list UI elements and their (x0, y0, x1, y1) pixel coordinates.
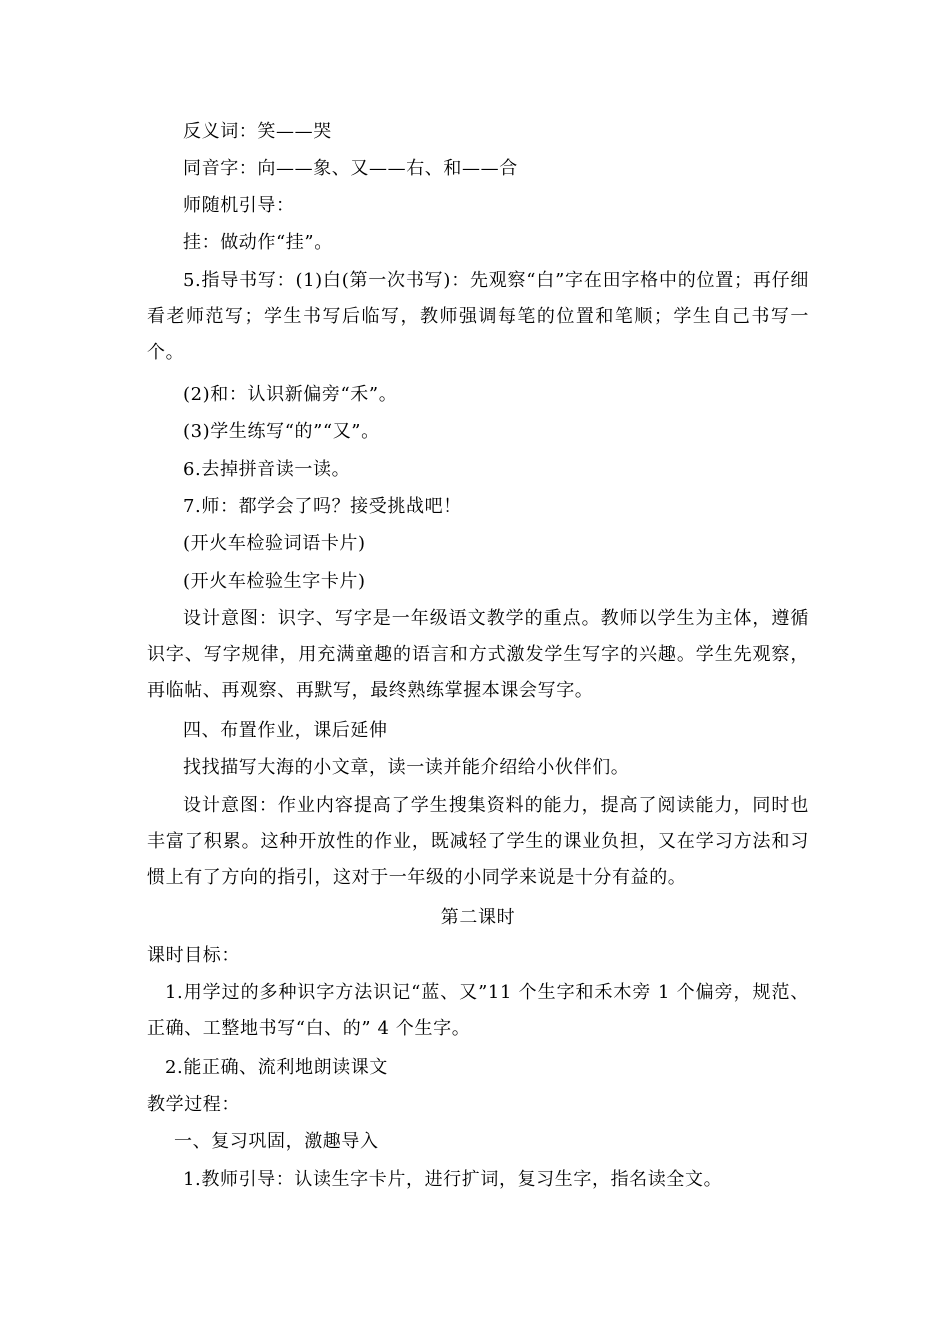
read-without-pinyin-line: 6.去掉拼音读一读。 (183, 459, 351, 480)
hang-action-line: 挂：做动作“挂”。 (183, 232, 333, 253)
second-lesson-title: 第二课时 (440, 907, 516, 928)
teaching-process-heading: 教学过程： (147, 1094, 240, 1115)
lesson-goals-heading: 课时目标： (147, 945, 240, 966)
teacher-guide-review-line: 1.教师引导：认读生字卡片，进行扩词，复习生字，指名读全文。 (183, 1169, 723, 1190)
challenge-line: 7.师：都学会了吗？接受挑战吧！ (183, 496, 462, 517)
goal-one-paragraph: 1.用学过的多种识字方法识记“蓝、又”11 个生字和禾木旁 1 个偏旁，规范、正确、工整地书写“白、的” 4 个生字。 (147, 982, 809, 1039)
section-one-heading: 一、复习巩固，激趣导入 (174, 1131, 379, 1152)
practice-line: (3)学生练写“的”“又”。 (183, 421, 380, 442)
teacher-guide-line: 师随机引导： (183, 195, 295, 216)
goal-two-line: 2.能正确、流利地朗读课文 (165, 1057, 388, 1078)
homophone-line: 同音字：向——象、又——右、和——合 (183, 158, 518, 179)
design-intent-paragraph-2: 设计意图：作业内容提高了学生搜集资料的能力，提高了阅读能力，同时也丰富了积累。这种开放性的作业，既减轻了学生的课业负担，又在学习方法和习惯上有了方向的指引，这对于一年级的小同学来说是十分有益的。 (147, 795, 809, 888)
design-intent-paragraph-1: 设计意图：识字、写字是一年级语文教学的重点。教师以学生为主体，遵循识字、写字规律，用充满童趣的语言和方式激发学生写字的兴趣。学生先观察，再临帖、再观察、再默写，最终熟练掌握本课会写字。 (147, 608, 809, 701)
antonym-line: 反义词：笑——哭 (183, 121, 332, 142)
char-card-line: (开火车检验生字卡片) (183, 571, 366, 592)
word-card-line: (开火车检验词语卡片) (183, 533, 366, 554)
section-four-heading: 四、布置作业，课后延伸 (183, 720, 388, 741)
writing-guide-paragraph: 5.指导书写：(1)白(第一次书写)：先观察“白”字在田字格中的位置；再仔细看老师范写；学生书写后临写，教师强调每笔的位置和笔顺；学生自己书写一个。 (147, 270, 809, 363)
radical-line: (2)和：认识新偏旁“禾”。 (183, 384, 398, 405)
homework-line: 找找描写大海的小文章，读一读并能介绍给小伙伴们。 (183, 757, 630, 778)
